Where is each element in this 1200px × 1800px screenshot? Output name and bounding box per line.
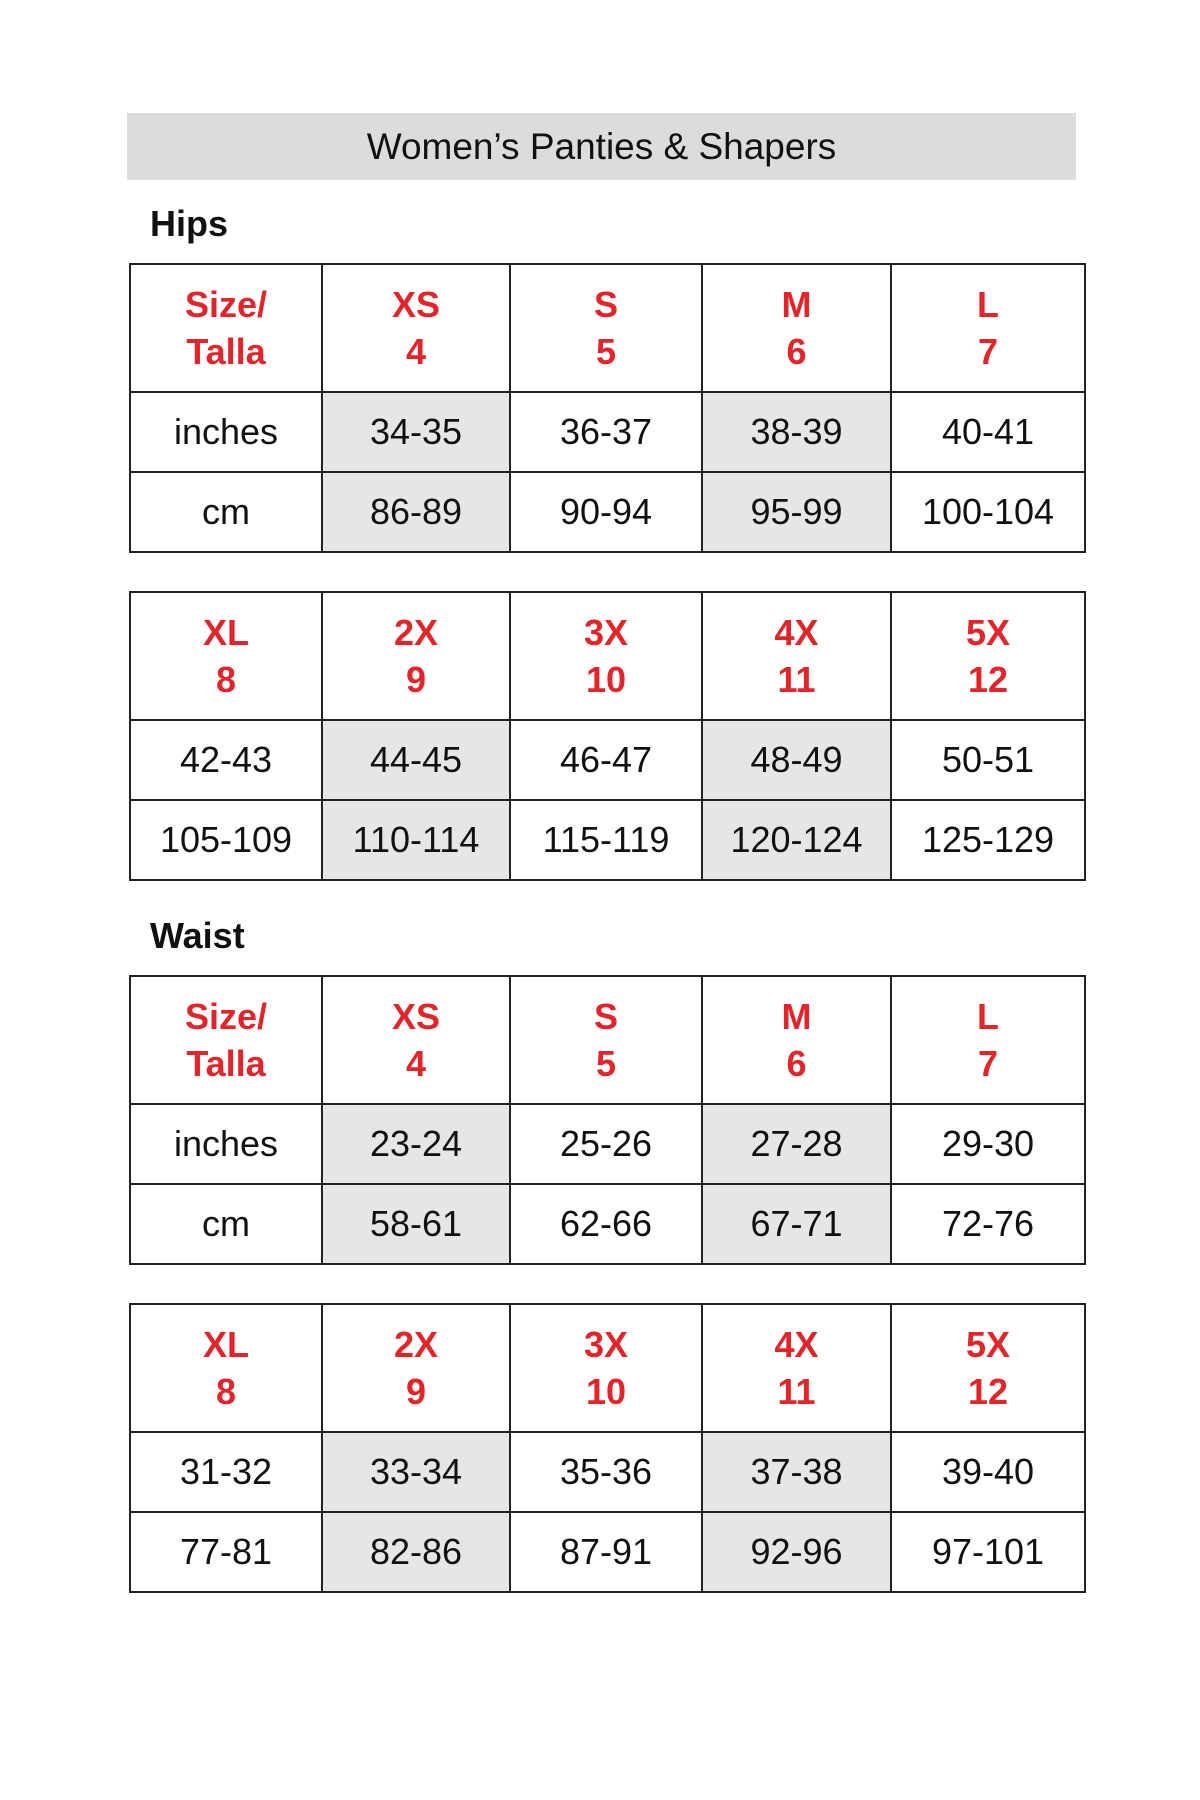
- size-header-cell: [510, 592, 702, 720]
- size-number: 4: [405, 1043, 427, 1084]
- size-header-cell: [702, 1304, 891, 1432]
- size-number: 9: [405, 1371, 427, 1412]
- row-unit-cell: inches: [130, 392, 322, 472]
- size-header-cell: [702, 592, 891, 720]
- measurement-cell: 38-39: [702, 392, 891, 472]
- size-label: 5X: [965, 1324, 1011, 1365]
- size-header-cell: [510, 976, 702, 1104]
- size-number: 5: [595, 331, 617, 372]
- size-number: 6: [786, 331, 807, 372]
- size-number: Talla: [186, 1043, 266, 1084]
- measurement-cell: 35-36: [510, 1432, 702, 1512]
- section-label-hips: Hips: [150, 203, 229, 244]
- size-header-cell: [891, 264, 1085, 392]
- size-label: XL: [202, 1324, 249, 1365]
- size-number: 5: [595, 1043, 617, 1084]
- size-header-cell: [702, 976, 891, 1104]
- size-number: 4: [405, 331, 427, 372]
- size-label: Size/: [184, 284, 268, 325]
- hips-table-1: [129, 263, 1086, 553]
- row-unit-cell: cm: [130, 1184, 322, 1264]
- size-label: 5X: [965, 612, 1011, 653]
- table-header-row: [130, 264, 1085, 392]
- size-label: 4X: [774, 1324, 819, 1365]
- size-header-cell: [510, 264, 702, 392]
- measurement-cell: 50-51: [891, 720, 1085, 800]
- section-label-waist: Waist: [150, 915, 245, 956]
- size-label: 3X: [583, 1324, 629, 1365]
- size-header-cell: [322, 976, 510, 1104]
- measurement-cell: 36-37: [510, 392, 702, 472]
- row-unit-cell: cm: [130, 472, 322, 552]
- size-label: 4X: [774, 612, 819, 653]
- size-number: 12: [967, 1371, 1009, 1412]
- size-label: XS: [391, 284, 441, 325]
- measurement-cell: 72-76: [891, 1184, 1085, 1264]
- hips-table-2: [129, 591, 1086, 881]
- measurement-cell: 125-129: [891, 800, 1085, 880]
- table-row: [130, 1184, 1085, 1264]
- size-label: XL: [202, 612, 249, 653]
- size-header-cell: [891, 976, 1085, 1104]
- measurement-cell: 25-26: [510, 1104, 702, 1184]
- size-label: 3X: [583, 612, 629, 653]
- measurement-cell: 100-104: [891, 472, 1085, 552]
- measurement-cell: 29-30: [891, 1104, 1085, 1184]
- measurement-cell: 31-32: [130, 1432, 322, 1512]
- measurement-cell: 62-66: [510, 1184, 702, 1264]
- measurement-cell: 48-49: [702, 720, 891, 800]
- waist-table-1: [129, 975, 1086, 1265]
- measurement-cell: 27-28: [702, 1104, 891, 1184]
- measurement-cell: 44-45: [322, 720, 510, 800]
- size-number: 8: [215, 1371, 237, 1412]
- size-number: 10: [585, 659, 627, 700]
- measurement-cell: 77-81: [130, 1512, 322, 1592]
- size-header-cell: [130, 592, 322, 720]
- measurement-cell: 34-35: [322, 392, 510, 472]
- measurement-cell: 86-89: [322, 472, 510, 552]
- table-row: [130, 392, 1085, 472]
- table-header-row: [130, 1304, 1085, 1432]
- measurement-cell: 105-109: [130, 800, 322, 880]
- size-number: 7: [977, 1043, 999, 1084]
- size-header-cell: [702, 264, 891, 392]
- size-header-cell: [130, 1304, 322, 1432]
- waist-table-2: [129, 1303, 1086, 1593]
- size-header-cell: [322, 264, 510, 392]
- size-number: 12: [967, 659, 1009, 700]
- size-header-cell: [891, 592, 1085, 720]
- size-label: Size/: [184, 996, 268, 1037]
- table-row: [130, 1432, 1085, 1512]
- size-number: 7: [977, 331, 999, 372]
- measurement-cell: 82-86: [322, 1512, 510, 1592]
- size-label: M: [781, 284, 812, 325]
- table-row: [130, 800, 1085, 880]
- measurement-cell: 23-24: [322, 1104, 510, 1184]
- measurement-cell: 67-71: [702, 1184, 891, 1264]
- measurement-cell: 37-38: [702, 1432, 891, 1512]
- measurement-cell: 115-119: [510, 800, 702, 880]
- size-label: XS: [391, 996, 441, 1037]
- size-number: 8: [215, 659, 237, 700]
- measurement-cell: 33-34: [322, 1432, 510, 1512]
- table-header-row: [130, 592, 1085, 720]
- measurement-cell: 97-101: [891, 1512, 1085, 1592]
- size-number: 11: [777, 1371, 816, 1412]
- measurement-cell: 40-41: [891, 392, 1085, 472]
- size-label: S: [593, 284, 618, 325]
- size-number: 6: [786, 1043, 807, 1084]
- size-number: 10: [585, 1371, 627, 1412]
- table-row: [130, 720, 1085, 800]
- size-label: L: [977, 284, 999, 325]
- table-row: [130, 1104, 1085, 1184]
- size-number: 11: [777, 659, 816, 700]
- measurement-cell: 90-94: [510, 472, 702, 552]
- table-row: [130, 1512, 1085, 1592]
- size-label: 2X: [393, 612, 439, 653]
- size-header-cell: [510, 1304, 702, 1432]
- measurement-cell: 92-96: [702, 1512, 891, 1592]
- table-row: [130, 472, 1085, 552]
- measurement-cell: 39-40: [891, 1432, 1085, 1512]
- size-header-cell: [322, 592, 510, 720]
- measurement-cell: 58-61: [322, 1184, 510, 1264]
- size-label: S: [593, 996, 618, 1037]
- measurement-cell: 87-91: [510, 1512, 702, 1592]
- size-header-cell: [891, 1304, 1085, 1432]
- measurement-cell: 46-47: [510, 720, 702, 800]
- table-header-row: [130, 976, 1085, 1104]
- size-header-cell: [322, 1304, 510, 1432]
- size-number: Talla: [186, 331, 266, 372]
- measurement-cell: 95-99: [702, 472, 891, 552]
- size-header-cell: [130, 264, 322, 392]
- measurement-cell: 110-114: [322, 800, 510, 880]
- measurement-cell: 120-124: [702, 800, 891, 880]
- measurement-cell: 42-43: [130, 720, 322, 800]
- size-label: L: [977, 996, 999, 1037]
- row-unit-cell: inches: [130, 1104, 322, 1184]
- size-label: 2X: [393, 1324, 439, 1365]
- chart-title: Women’s Panties & Shapers: [127, 113, 1076, 180]
- size-header-cell: [130, 976, 322, 1104]
- size-number: 9: [405, 659, 427, 700]
- size-label: M: [781, 996, 812, 1037]
